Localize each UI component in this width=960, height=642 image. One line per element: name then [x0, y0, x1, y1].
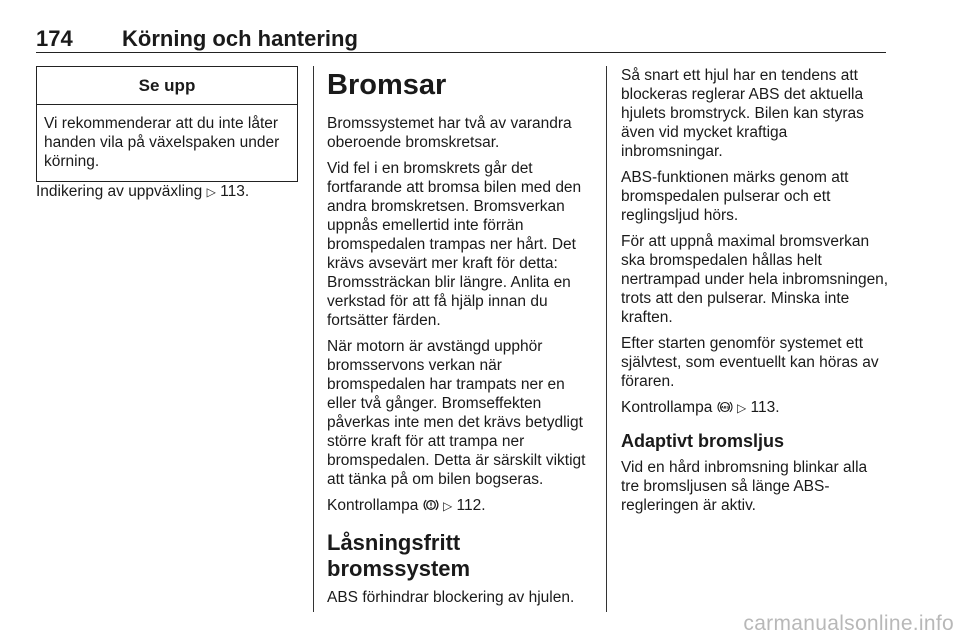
caution-box — [36, 66, 298, 182]
watermark: carmanualsonline.info — [743, 612, 954, 635]
section-subheading-adaptive-brake-light: Adaptivt bromsljus — [621, 431, 785, 451]
column-divider-right — [606, 66, 607, 612]
lamp-ref-page[interactable]: 112. — [456, 497, 486, 514]
reference-arrow-icon: ▷ — [206, 185, 216, 199]
gear-ref-page[interactable]: 113. — [220, 183, 250, 200]
paragraph: Vid fel i en bromskrets går det fortfarande att bromsa bilen med den andra bromskretsen. Bromsverkan uppnås emellertid inte förrän bromspedalen trampas ner hårt. Det krävs avsevärt mer kraft för detta: Bromssträckan blir längre. Anlita en verkstad för att få hjälp innan du fortsätter färden. — [327, 160, 582, 329]
lamp-ref-text: Kontrollampa — [327, 497, 419, 514]
paragraph: Vid en hård inbromsning blinkar alla tre bromsljusen så länge ABS-regleringen är aktiv. — [621, 459, 868, 514]
page-number: 174 — [36, 26, 73, 51]
paragraph: Så snart ett hjul har en tendens att blockeras reglerar ABS det aktuella hjulets bromstryck. Bilen kan styras även vid mycket kraftiga inbromsningar. — [621, 67, 864, 160]
reference-arrow-icon: ▷ — [442, 499, 453, 513]
section-subheading-abs: Låsningsfritt bromssystem — [327, 530, 471, 581]
paragraph: Efter starten genomför systemet ett självtest, som eventuellt kan höras av föraren. — [621, 335, 879, 390]
abs-lamp-ref — [621, 398, 889, 418]
caution-text: Vi rekommenderar att du inte låter handen vila på växelspaken under körning. — [44, 115, 280, 170]
paragraph: För att uppnå maximal bromsverkan ska bromspedalen hållas helt nertrampad under hela inbromsningen, trots att den pulserar. Minska inte kraften. — [621, 233, 889, 326]
column-divider-left — [313, 66, 314, 612]
svg-text:ABS: ABS — [720, 405, 729, 410]
paragraph: ABS-funktionen märks genom att bromspedalen pulserar och ett reglingsljud hörs. — [621, 169, 849, 224]
page-header — [36, 16, 886, 50]
running-title: Körning och hantering — [122, 26, 358, 51]
lamp-ref-text: Kontrollampa — [621, 399, 713, 416]
caution-title: Se upp — [37, 67, 297, 105]
paragraph: ABS förhindrar blockering av hjulen. — [327, 589, 575, 606]
brake-lamp-ref — [327, 496, 593, 516]
column-left — [36, 66, 298, 209]
reference-arrow-icon: ▷ — [736, 401, 747, 415]
brake-warning-lamp-icon — [423, 498, 439, 512]
gear-indicator-ref — [36, 182, 298, 202]
column-middle — [327, 66, 593, 614]
gear-ref-text: Indikering av uppväxling — [36, 183, 203, 200]
paragraph: Bromssystemet har två av varandra oberoende bromskretsar. — [327, 115, 572, 151]
header-rule — [36, 52, 886, 53]
lamp-ref-page[interactable]: 113. — [750, 399, 780, 416]
abs-warning-lamp-icon — [717, 400, 733, 414]
column-right — [621, 66, 889, 522]
paragraph: När motorn är avstängd upphör bromsservons verkan när bromspedalen har trampats ner en eller två gånger. Bromseffekten påverkas inte men det krävs betydligt större kraft för att trampa ner bromspedalen. Detta är särskilt viktigt att tänka på om bilen bogseras. — [327, 338, 586, 488]
section-heading-bromsar: Bromsar — [327, 69, 447, 101]
